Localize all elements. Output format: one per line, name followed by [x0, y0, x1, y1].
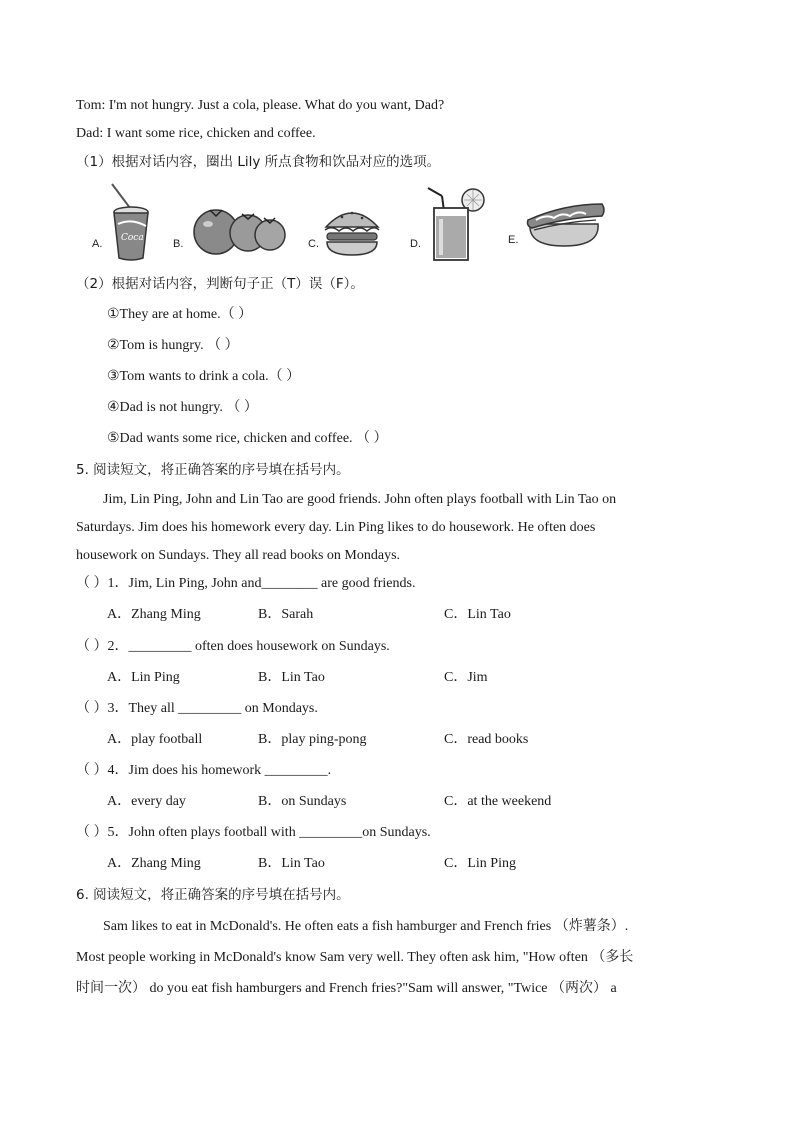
q5-q5-option-c: C．Lin Ping: [444, 856, 516, 871]
q5-q4-option-a: A．every day: [107, 794, 186, 809]
tf-item-1: ①They are at home.（ ）: [107, 307, 253, 322]
q4-2-instruction: （2）根据对话内容，判断句子正（T）误（F）。: [76, 276, 364, 292]
tomatoes-icon: [190, 200, 290, 260]
option-label-b: B.: [173, 238, 184, 250]
cola-cup-icon: [106, 182, 156, 264]
q5-q3-option-b: B．play ping-pong: [258, 732, 367, 747]
q5-q4-option-c: C．at the weekend: [444, 794, 552, 809]
q5-passage-line-2: Saturdays. Jim does his homework every day. Lin Ping likes to do housework. He often does: [76, 520, 596, 535]
q6-passage-line-1: Sam likes to eat in McDonald's. He often eats a fish hamburger and French fries （炸薯条）.: [103, 919, 629, 934]
q5-q5-option-b: B．Lin Tao: [258, 856, 325, 871]
q5-question-5: （ ）5．John often plays football with _________on Sundays.: [76, 825, 431, 840]
q5-q2-option-c: C．Jim: [444, 670, 488, 685]
q5-passage-line-3: housework on Sundays. They all read books on Mondays.: [76, 548, 401, 563]
q5-q1-option-a: A．Zhang Ming: [107, 607, 201, 622]
q5-q2-option-a: A．Lin Ping: [107, 670, 180, 685]
q5-question-2: （ ）2．_________ often does housework on Sundays.: [76, 639, 390, 654]
juice-glass-icon: [424, 186, 486, 262]
option-label-c: C.: [308, 238, 319, 250]
q6-heading: 6. 阅读短文，将正确答案的序号填在括号内。: [76, 887, 350, 903]
hotdog-icon: [524, 194, 606, 252]
tf-item-4: ④Dad is not hungry. （ ）: [107, 400, 258, 415]
q5-question-1: （ ）1．Jim, Lin Ping, John and________ are good friends.: [76, 576, 416, 591]
q5-question-4: （ ）4．Jim does his homework _________.: [76, 763, 332, 778]
option-label-e: E.: [508, 234, 519, 246]
q5-q3-option-c: C．read books: [444, 732, 529, 747]
q5-q4-option-b: B．on Sundays: [258, 794, 347, 809]
q5-q3-option-a: A．play football: [107, 732, 203, 747]
dialog-tom-line: Tom: I'm not hungry. Just a cola, please. What do you want, Dad?: [76, 98, 445, 113]
tf-item-5: ⑤Dad wants some rice, chicken and coffee. （ ）: [107, 431, 388, 446]
hamburger-icon: [322, 203, 382, 259]
q6-passage-line-3: 时间一次） do you eat fish hamburgers and French fries?"Sam will answer, "Twice （两次） a: [76, 981, 617, 996]
dialog-dad-line: Dad: I want some rice, chicken and coffee.: [76, 126, 316, 141]
q4-1-instruction: （1）根据对话内容，圈出 Lily 所点食物和饮品对应的选项。: [76, 154, 441, 170]
option-label-a: A.: [92, 238, 103, 250]
tf-item-3: ③Tom wants to drink a cola.（ ）: [107, 369, 301, 384]
tf-item-2: ②Tom is hungry. （ ）: [107, 338, 239, 353]
q5-q5-option-a: A．Zhang Ming: [107, 856, 201, 871]
q5-q1-option-b: B．Sarah: [258, 607, 314, 622]
q5-passage-line-1: Jim, Lin Ping, John and Lin Tao are good friends. John often plays football with Lin Tao on: [103, 492, 617, 507]
q6-passage-line-2: Most people working in McDonald's know Sam very well. They often ask him, "How often （多长: [76, 950, 634, 965]
q5-q1-option-c: C．Lin Tao: [444, 607, 511, 622]
option-label-d: D.: [410, 238, 421, 250]
svg-text:Coca: Coca: [121, 233, 144, 243]
q5-question-3: （ ）3．They all _________ on Mondays.: [76, 701, 318, 716]
q5-q2-option-b: B．Lin Tao: [258, 670, 325, 685]
q5-heading: 5. 阅读短文，将正确答案的序号填在括号内。: [76, 462, 350, 478]
